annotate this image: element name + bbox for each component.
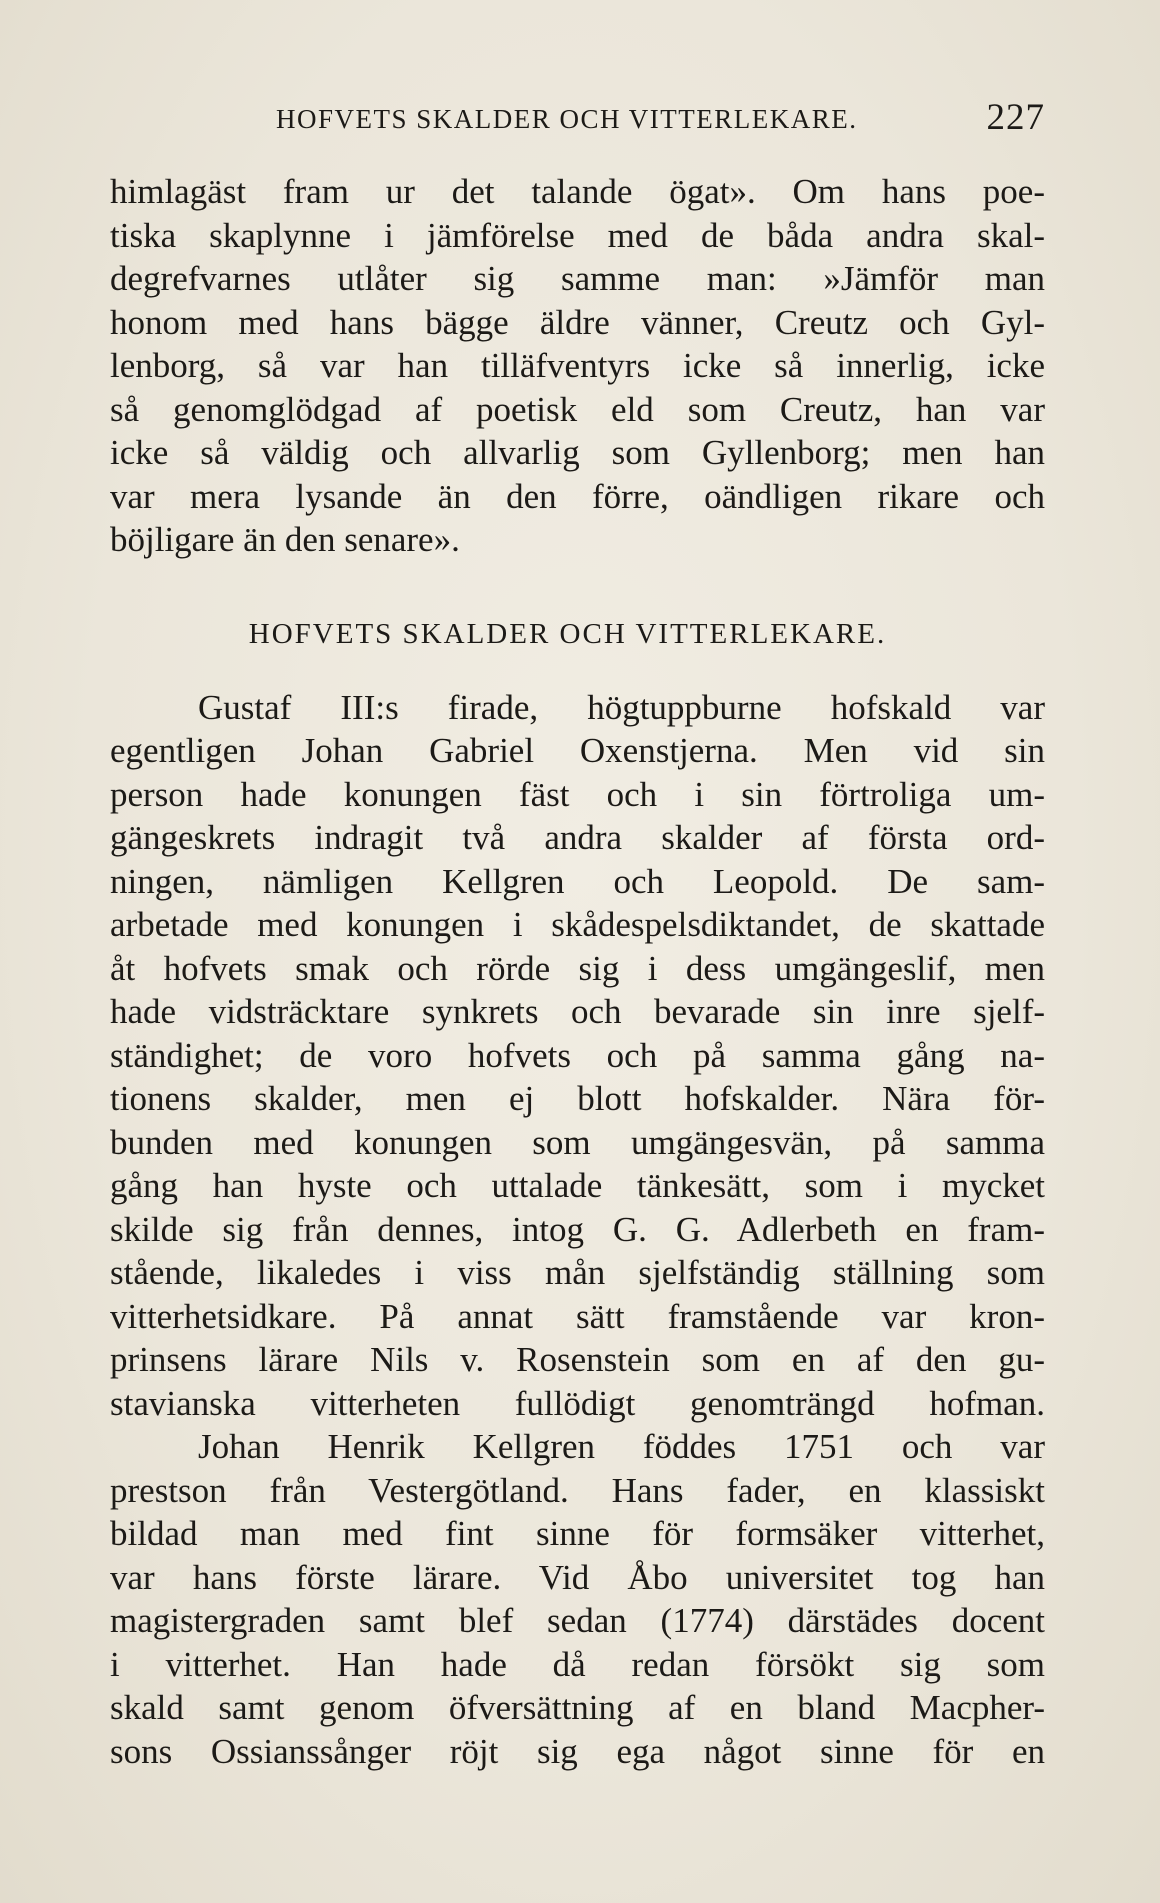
running-title: HOFVETS SKALDER OCH VITTERLEKARE. [276, 104, 858, 134]
text-line: så genomglödgad af poetisk eld som Creutz, han var [110, 389, 1045, 429]
body-text [110, 170, 1045, 1773]
text-line: gång han hyste och uttalade tänkesätt, som i mycket [110, 1166, 1045, 1205]
text-line: bildad man med fint sinne för formsäker vitterhet, [110, 1514, 1045, 1553]
text-line: gängeskrets indragit två andra skalder af första ord- [110, 818, 1045, 857]
text-line: arbetade med konungen i skådespelsdiktandet, de skattade [110, 905, 1045, 944]
text-line: tiska skaplynne i jämförelse med de båda andra skal- [110, 215, 1045, 255]
text-line: skald samt genom öfversättning af en bland Macpher- [110, 1688, 1045, 1727]
text-line: degrefvarnes utlåter sig samme man: »Jämför man [110, 259, 1045, 298]
text-line: var hans förste lärare. Vid Åbo universitet tog han [110, 1557, 1045, 1597]
paragraph-3 [110, 1425, 1045, 1773]
text-line: lenborg, så var han tilläfventyrs icke så innerlig, icke [110, 346, 1045, 385]
text-line: ständighet; de voro hofvets och på samma gång na- [110, 1035, 1045, 1075]
text-line: stående, likaledes i viss mån sjelfständig ställning som [110, 1253, 1045, 1292]
text-line: prinsens lärare Nils v. Rosenstein som en af den gu- [110, 1340, 1045, 1379]
text-line: åt hofvets smak och rörde sig i dess umgängeslif, men [110, 948, 1045, 988]
text-line: himlagäst fram ur det talande ögat». Om hans poe- [110, 172, 1045, 211]
text-line: egentligen Johan Gabriel Oxenstjerna. Men vid sin [110, 731, 1045, 770]
text-line: sons Ossianssånger röjt sig ega något sinne för en [110, 1731, 1045, 1771]
text-line: Johan Henrik Kellgren föddes 1751 och var [198, 1427, 1045, 1466]
text-line: bunden med konungen som umgängesvän, på samma [110, 1122, 1045, 1162]
paragraph-1 [110, 170, 1045, 562]
text-line: i vitterhet. Han hade då redan försökt sig som [110, 1644, 1045, 1684]
text-line: stavianska vitterheten fullödigt genomträngd hofman. [110, 1383, 1045, 1423]
text-line: vitterhetsidkare. På annat sätt framstående var kron- [110, 1296, 1045, 1336]
text-line: icke så väldig och allvarlig som Gyllenborg; men han [110, 433, 1045, 472]
text-line: tionens skalder, men ej blott hofskalder. Nära för- [110, 1079, 1045, 1118]
text-line: skilde sig från dennes, intog G. G. Adlerbeth en fram- [110, 1209, 1045, 1249]
text-line: magistergraden samt blef sedan (1774) därstädes docent [110, 1601, 1045, 1640]
text-line: ningen, nämligen Kellgren och Leopold. De sam- [110, 861, 1045, 901]
running-head [110, 96, 1045, 144]
page-number: 227 [986, 97, 1045, 138]
text-line: böjligare än den senare». [110, 520, 460, 559]
paragraph-2 [110, 686, 1045, 1426]
text-line: person hade konungen fäst och i sin förtroliga um- [110, 774, 1045, 814]
text-line: prestson från Vestergötland. Hans fader, en klassiskt [110, 1470, 1045, 1510]
text-line: honom med hans bägge äldre vänner, Creutz och Gyl- [110, 302, 1045, 342]
text-line: hade vidsträcktare synkrets och bevarade sin inre sjelf- [110, 992, 1045, 1031]
section-heading: HOFVETS SKALDER OCH VITTERLEKARE. [248, 617, 887, 650]
text-line: Gustaf III:s firade, högtuppburne hofskald var [198, 687, 1045, 727]
text-line: var mera lysande än den förre, oändligen rikare och [110, 476, 1045, 516]
